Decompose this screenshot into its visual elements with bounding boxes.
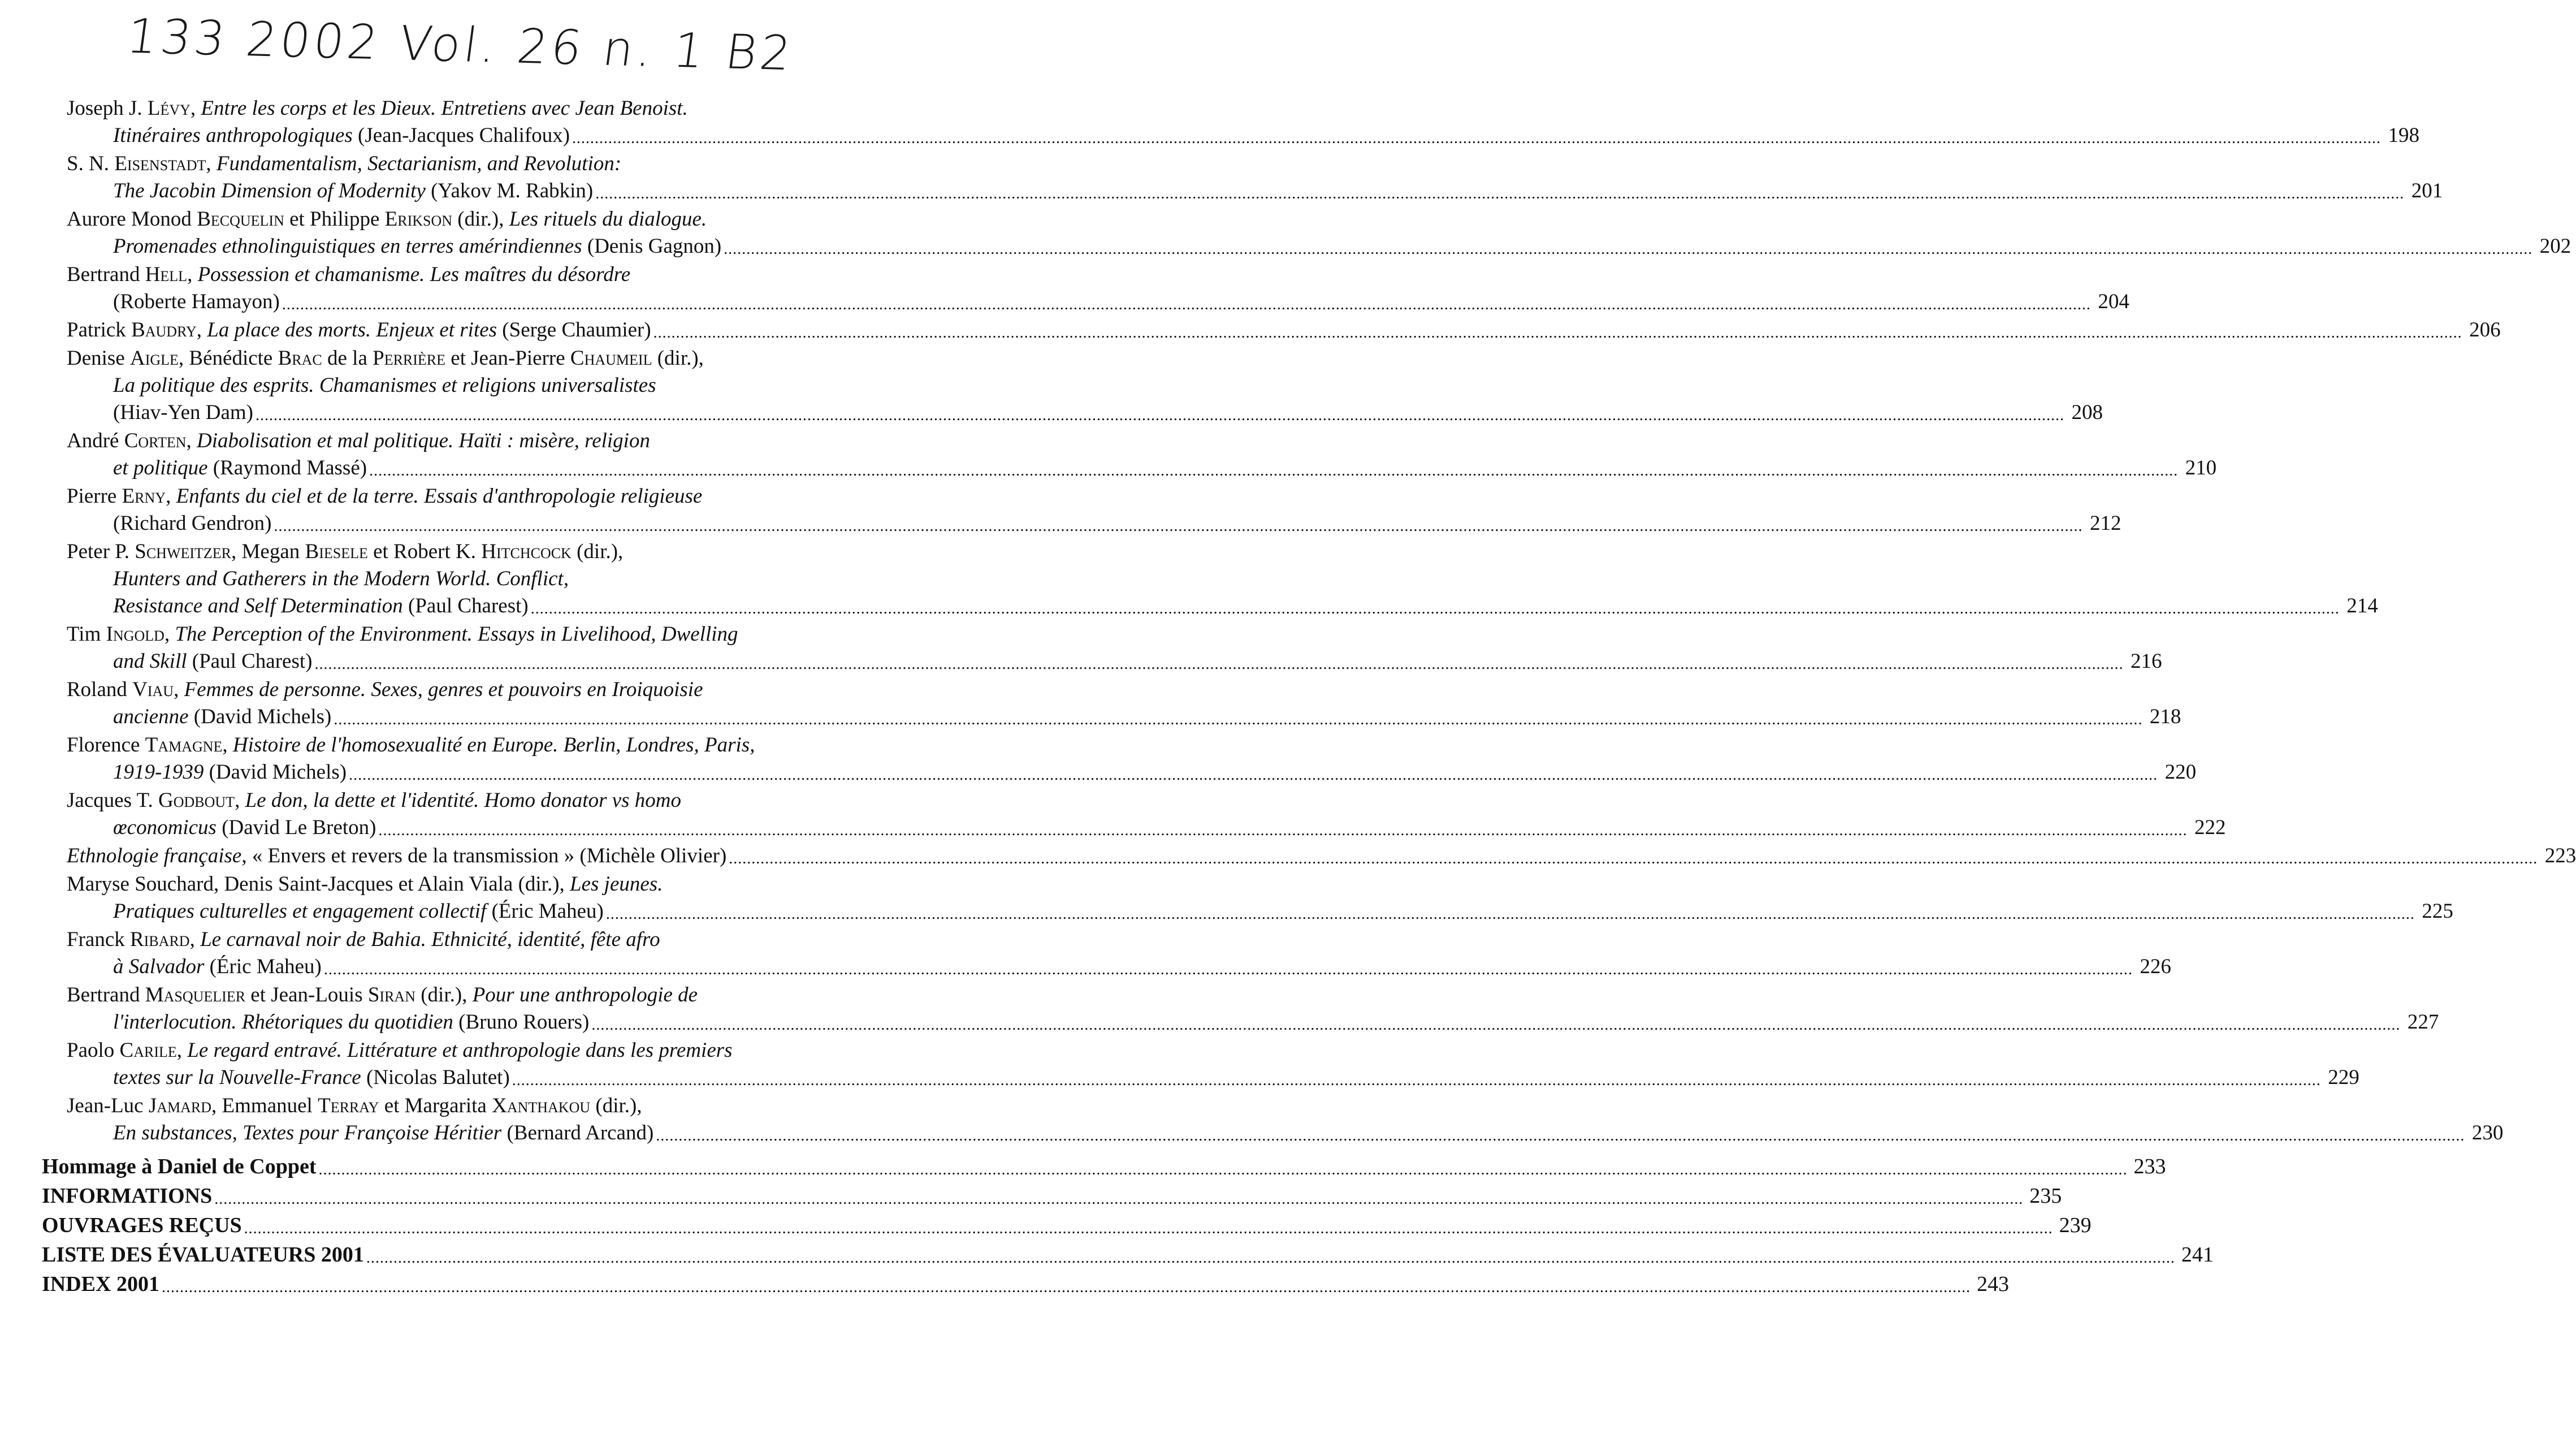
toc-entry: [67, 317, 2501, 344]
dot-leader: ................................................................................................................................................................................................................................................................................................................................................................................................................: [244, 1220, 2053, 1237]
entry-line: [67, 399, 2103, 426]
entry-text: Peter P.: [67, 540, 135, 563]
entry-line: [67, 372, 881, 399]
book-title: Histoire de l'homosexualité en Europe. Berlin, Londres, Paris,: [232, 733, 755, 757]
entry-text: Aurore Monod: [67, 208, 197, 231]
toc-entry: [67, 621, 2162, 675]
book-title: Diabolisation et mal politique. Haïti : misère, religion: [197, 429, 650, 452]
book-title: Le carnaval noir de Bahia. Ethnicité, identité, fête afro: [200, 928, 660, 951]
toc-section: [42, 1270, 2009, 1298]
author-surname: Ingold: [106, 623, 164, 646]
section-line: [42, 1241, 2214, 1269]
page-number: 216: [2130, 650, 2162, 673]
dot-leader: ................................................................................................................................................................................................................................................................................................................................................................................................................: [282, 296, 2091, 313]
author-surname: Brac: [278, 347, 322, 370]
toc-section: [42, 1241, 2214, 1269]
entry-line: [67, 732, 881, 759]
page-number: 235: [2029, 1184, 2062, 1208]
author-surname: Godbout: [158, 789, 235, 812]
toc-entry: [67, 95, 2420, 149]
author-surname: Ribard: [130, 928, 190, 951]
entry-line: [67, 345, 881, 372]
entry-text: (David Le Breton): [216, 816, 376, 839]
page-number: 212: [2089, 512, 2122, 535]
author-surname: Baudry: [131, 318, 197, 342]
book-title: Ethnologie française: [67, 844, 242, 867]
dot-leader: ................................................................................................................................................................................................................................................................................................................................................................................................................: [349, 766, 2158, 784]
entry-text: ,: [206, 152, 217, 175]
entry-text: ,: [186, 429, 197, 452]
entry-line: [67, 898, 2453, 925]
book-title: Les jeunes.: [570, 873, 663, 896]
book-title: ancienne: [113, 705, 189, 728]
entry-text: Maryse Souchard, Denis Saint-Jacques et Alain Viala (dir.),: [67, 873, 570, 896]
entry-line: [67, 483, 881, 510]
dot-leader: ................................................................................................................................................................................................................................................................................................................................................................................................................: [161, 1278, 1971, 1296]
author-surname: Corten: [124, 429, 187, 452]
entry-line: [67, 510, 2122, 537]
entry-line: [67, 1092, 881, 1120]
entry-line: [67, 982, 881, 1009]
author-surname: Biesele: [305, 540, 368, 563]
entry-text: (Éric Maheu): [204, 955, 322, 978]
author-surname: Masquelier: [145, 983, 246, 1007]
dot-leader: ................................................................................................................................................................................................................................................................................................................................................................................................................: [334, 711, 2143, 728]
entry-line: [67, 787, 881, 814]
entry-text: , Emmanuel: [211, 1094, 318, 1117]
section-line: [42, 1152, 2166, 1181]
dot-leader: ................................................................................................................................................................................................................................................................................................................................................................................................................: [274, 517, 2083, 535]
book-title: Itinéraires anthropologiques: [113, 124, 353, 147]
section-line: [42, 1270, 2009, 1298]
dot-leader: ................................................................................................................................................................................................................................................................................................................................................................................................................: [591, 1016, 2401, 1034]
section-title: OUVRAGES REÇUS: [42, 1213, 242, 1237]
section-title: INDEX 2001: [42, 1272, 159, 1296]
page-number: 218: [2149, 705, 2181, 728]
book-title: Possession et chamanisme. Les maîtres du désordre: [197, 263, 631, 286]
entry-line: [67, 455, 2217, 482]
dot-leader: ................................................................................................................................................................................................................................................................................................................................................................................................................: [605, 905, 2415, 923]
page-number: 214: [2346, 594, 2378, 617]
dot-leader: ................................................................................................................................................................................................................................................................................................................................................................................................................: [656, 1127, 2465, 1144]
entry-text: (Richard Gendron): [113, 512, 272, 535]
toc-entry: [67, 787, 2226, 841]
book-title: The Jacobin Dimension of Modernity: [113, 179, 426, 202]
entry-line: [67, 95, 881, 122]
entry-text: (dir.),: [452, 208, 509, 231]
entry-line: [67, 427, 881, 455]
toc-entry: [67, 427, 2217, 482]
entry-text: Jacques T.: [67, 789, 159, 812]
book-title: Femmes de personne. Sexes, genres et pouvoirs en Iroiquoisie: [184, 678, 703, 701]
book-title: La place des morts. Enjeux et rites: [207, 318, 497, 342]
entry-text: Patrick: [67, 318, 132, 342]
entry-text: (Raymond Massé): [207, 456, 367, 480]
section-title: INFORMATIONS: [42, 1184, 213, 1208]
dot-leader: ................................................................................................................................................................................................................................................................................................................................................................................................................: [314, 655, 2124, 673]
page-number: 198: [2388, 124, 2420, 147]
entry-text: S. N.: [67, 152, 115, 175]
entry-line: [67, 150, 881, 178]
entry-line: [67, 317, 2501, 344]
entry-line: [67, 178, 2443, 205]
entry-line: [67, 953, 2171, 981]
entry-text: (Éric Maheu): [486, 900, 604, 923]
page-number: 241: [2181, 1243, 2214, 1267]
author-surname: Perrière: [373, 347, 446, 370]
entry-line: [67, 593, 2378, 620]
page-number: 208: [2071, 401, 2103, 424]
page-number: 202: [2539, 235, 2571, 258]
toc-entry: [67, 483, 2122, 537]
book-title: The Perception of the Environment. Essays in Livelihood, Dwelling: [175, 623, 738, 646]
entry-line: [67, 233, 2571, 260]
toc-entry: [67, 982, 2439, 1036]
entry-text: (Bernard Arcand): [501, 1121, 654, 1144]
entry-text: ,: [235, 789, 245, 812]
entry-text: et Margarita: [379, 1094, 492, 1117]
book-title: et politique: [113, 456, 208, 480]
author-surname: Xanthakou: [492, 1094, 591, 1117]
toc-entry: [67, 1037, 2359, 1091]
entry-text: , Megan: [231, 540, 305, 563]
entry-line: [67, 1009, 2439, 1036]
author-surname: Schweitzer: [135, 540, 232, 563]
toc-section: [42, 1152, 2166, 1181]
author-surname: Tamagne: [145, 733, 223, 757]
book-title: Enfants du ciel et de la terre. Essais d'anthropologie religieuse: [176, 485, 703, 508]
page-number: 225: [2422, 900, 2453, 923]
entry-text: Denise: [67, 347, 130, 370]
entry-text: Tim: [67, 623, 106, 646]
entry-text: ,: [189, 928, 201, 951]
entry-line: [67, 759, 2197, 786]
book-title: Les rituels du dialogue.: [509, 208, 707, 231]
dot-leader: ................................................................................................................................................................................................................................................................................................................................................................................................................: [378, 822, 2188, 839]
page-number: 226: [2140, 955, 2171, 978]
entry-line: [67, 1037, 881, 1064]
entry-line: [67, 1064, 2359, 1091]
entry-text: ,: [176, 1039, 188, 1062]
author-surname: Hitchcock: [481, 540, 572, 563]
toc-section: [42, 1211, 2092, 1239]
entry-text: Florence: [67, 733, 145, 757]
entry-line: [67, 1120, 2504, 1147]
entry-text: et Jean-Pierre: [445, 347, 570, 370]
entry-text: ,: [174, 678, 184, 701]
page-number: 204: [2098, 290, 2129, 313]
dot-leader: ................................................................................................................................................................................................................................................................................................................................................................................................................: [572, 129, 2382, 147]
dot-leader: ................................................................................................................................................................................................................................................................................................................................................................................................................: [595, 185, 2405, 202]
entry-text: Joseph J.: [67, 97, 148, 120]
author-surname: Chaumeil: [570, 347, 652, 370]
toc-section: [42, 1182, 2062, 1210]
page-number: 230: [2471, 1121, 2504, 1144]
page-number: 233: [2133, 1155, 2166, 1178]
dot-leader: ................................................................................................................................................................................................................................................................................................................................................................................................................: [366, 1249, 2175, 1267]
book-title: textes sur la Nouvelle-France: [113, 1066, 361, 1089]
book-title: œconomicus: [113, 816, 217, 839]
entry-text: ,: [187, 263, 198, 286]
author-surname: Siran: [367, 983, 415, 1007]
entry-text: ,: [190, 97, 201, 120]
entry-text: (Paul Charest): [187, 650, 313, 673]
entry-line: [67, 703, 2181, 731]
page-number: 229: [2328, 1066, 2359, 1089]
dot-leader: ................................................................................................................................................................................................................................................................................................................................................................................................................: [256, 407, 2064, 424]
entry-text: (dir.),: [415, 983, 473, 1007]
entry-line: [67, 206, 881, 233]
page-number: 206: [2469, 318, 2501, 342]
section-title: LISTE DES ÉVALUATEURS 2001: [42, 1243, 364, 1267]
entry-text: Paolo: [67, 1039, 120, 1062]
author-surname: Terray: [318, 1094, 379, 1117]
entry-line: [67, 288, 2129, 316]
entry-text: Jean-Luc: [67, 1094, 149, 1117]
author-surname: Erikson: [384, 208, 453, 231]
book-title: Fundamentalism, Sectarianism, and Revolution:: [216, 152, 622, 175]
entry-text: et Philippe: [284, 208, 385, 231]
toc-entry: [67, 926, 2171, 981]
entry-line: [67, 814, 2226, 841]
author-surname: Lévy: [147, 97, 191, 120]
page-number: 220: [2164, 761, 2197, 784]
toc-entry: [67, 843, 2576, 870]
entry-line: [67, 926, 881, 953]
dot-leader: ................................................................................................................................................................................................................................................................................................................................................................................................................: [530, 600, 2340, 617]
entry-text: , « Envers et revers de la transmission » (Michèle Olivier): [241, 844, 727, 867]
toc-entry: [67, 676, 2181, 731]
entry-line: [67, 871, 881, 898]
author-surname: Carile: [119, 1039, 177, 1062]
entry-text: Franck: [67, 928, 130, 951]
book-title: Hunters and Gatherers in the Modern World. Conflict,: [113, 567, 569, 590]
author-surname: Jamard: [148, 1094, 212, 1117]
entry-text: (dir.),: [590, 1094, 642, 1117]
entry-text: ,: [164, 623, 175, 646]
entry-text: ,: [196, 318, 207, 342]
toc-entry: [67, 871, 2453, 925]
page-number: 201: [2411, 179, 2443, 202]
entry-text: (Nicolas Balutet): [361, 1066, 510, 1089]
entry-line: [67, 676, 881, 703]
dot-leader: ................................................................................................................................................................................................................................................................................................................................................................................................................: [724, 240, 2533, 258]
entry-text: Bertrand: [67, 263, 145, 286]
entry-text: (dir.),: [652, 347, 704, 370]
entry-text: (Paul Charest): [402, 594, 529, 617]
entry-text: (Yakov M. Rabkin): [425, 179, 594, 202]
entry-text: (Serge Chaumier): [497, 318, 651, 342]
book-title: à Salvador: [113, 955, 205, 978]
page-number: 243: [1976, 1272, 2009, 1296]
entry-text: (Hiav-Yen Dam): [113, 401, 253, 424]
author-surname: Erny: [122, 485, 166, 508]
toc-entry: [67, 206, 2571, 260]
toc-entry: [67, 1092, 2504, 1147]
entry-text: , Bénédicte: [178, 347, 278, 370]
dot-leader: ................................................................................................................................................................................................................................................................................................................................................................................................................: [512, 1072, 2321, 1089]
section-title: Hommage à Daniel de Coppet: [42, 1155, 317, 1178]
entry-text: et Jean-Louis: [245, 983, 368, 1007]
toc-entry: [67, 538, 2378, 620]
entry-text: (David Michels): [188, 705, 332, 728]
entry-text: (Bruno Rouers): [453, 1010, 590, 1034]
entry-text: et Robert K.: [367, 540, 482, 563]
entry-line: [67, 261, 881, 288]
toc-entry: [67, 345, 2103, 426]
entry-text: Pierre: [67, 485, 122, 508]
book-title: 1919-1939: [113, 761, 204, 784]
dot-leader: ................................................................................................................................................................................................................................................................................................................................................................................................................: [653, 324, 2462, 342]
dot-leader: ................................................................................................................................................................................................................................................................................................................................................................................................................: [729, 850, 2538, 867]
book-title: Le regard entravé. Littérature et anthropologie dans les premiers: [187, 1039, 733, 1062]
entry-text: Roland: [67, 678, 133, 701]
entry-line: [67, 843, 2576, 870]
toc-entry: [67, 261, 2129, 316]
book-title: En substances, Textes pour Françoise Héritier: [113, 1121, 502, 1144]
book-title: Pour une anthropologie de: [472, 983, 698, 1007]
entry-text: (Denis Gagnon): [582, 235, 722, 258]
entry-text: (David Michels): [204, 761, 347, 784]
author-surname: Eisenstadt: [114, 152, 206, 175]
handwritten-reference-note: 133 2002 Vol. 26 n. 1 B2: [123, 8, 798, 81]
author-surname: Aigle: [130, 347, 179, 370]
dot-leader: ................................................................................................................................................................................................................................................................................................................................................................................................................: [369, 462, 2179, 480]
author-surname: Viau: [132, 678, 174, 701]
entry-text: ,: [222, 733, 233, 757]
entry-text: (Jean-Jacques Chalifoux): [352, 124, 570, 147]
page-number: 227: [2407, 1010, 2439, 1034]
section-line: [42, 1182, 2062, 1210]
entry-line: [67, 565, 881, 593]
book-title: Resistance and Self Determination: [113, 594, 403, 617]
toc-entry: [67, 150, 2443, 205]
dot-leader: ................................................................................................................................................................................................................................................................................................................................................................................................................: [214, 1190, 2024, 1208]
entry-line: [67, 122, 2420, 149]
entry-line: [67, 648, 2162, 675]
table-of-contents: [42, 95, 2576, 1299]
author-surname: Hell: [145, 263, 188, 286]
entry-line: [67, 621, 881, 648]
section-line: [42, 1211, 2092, 1239]
page-number: 239: [2059, 1213, 2092, 1237]
book-title: l'interlocution. Rhétoriques du quotidien: [113, 1010, 453, 1034]
book-title: Pratiques culturelles et engagement collectif: [113, 900, 487, 923]
page-number: 223: [2544, 844, 2576, 867]
entry-text: (dir.),: [571, 540, 624, 563]
book-title: Le don, la dette et l'identité. Homo donator vs homo: [245, 789, 682, 812]
entry-text: ,: [166, 485, 176, 508]
entry-text: André: [67, 429, 124, 452]
entry-text: de la: [322, 347, 373, 370]
book-title: La politique des esprits. Chamanismes et religions universalistes: [113, 374, 656, 397]
book-title: and Skill: [113, 650, 187, 673]
entry-text: Bertrand: [67, 983, 145, 1007]
author-surname: Becquelin: [197, 208, 284, 231]
entry-line: [67, 538, 881, 565]
toc-entry: [67, 732, 2197, 786]
dot-leader: ................................................................................................................................................................................................................................................................................................................................................................................................................: [318, 1161, 2128, 1178]
page-number: 222: [2194, 816, 2226, 839]
book-title: Promenades ethnolinguistiques en terres amérindiennes: [113, 235, 582, 258]
page-number: 210: [2185, 456, 2217, 480]
book-title: Entre les corps et les Dieux. Entretiens avec Jean Benoist.: [201, 97, 688, 120]
dot-leader: ................................................................................................................................................................................................................................................................................................................................................................................................................: [323, 961, 2133, 978]
entry-text: (Roberte Hamayon): [113, 290, 280, 313]
